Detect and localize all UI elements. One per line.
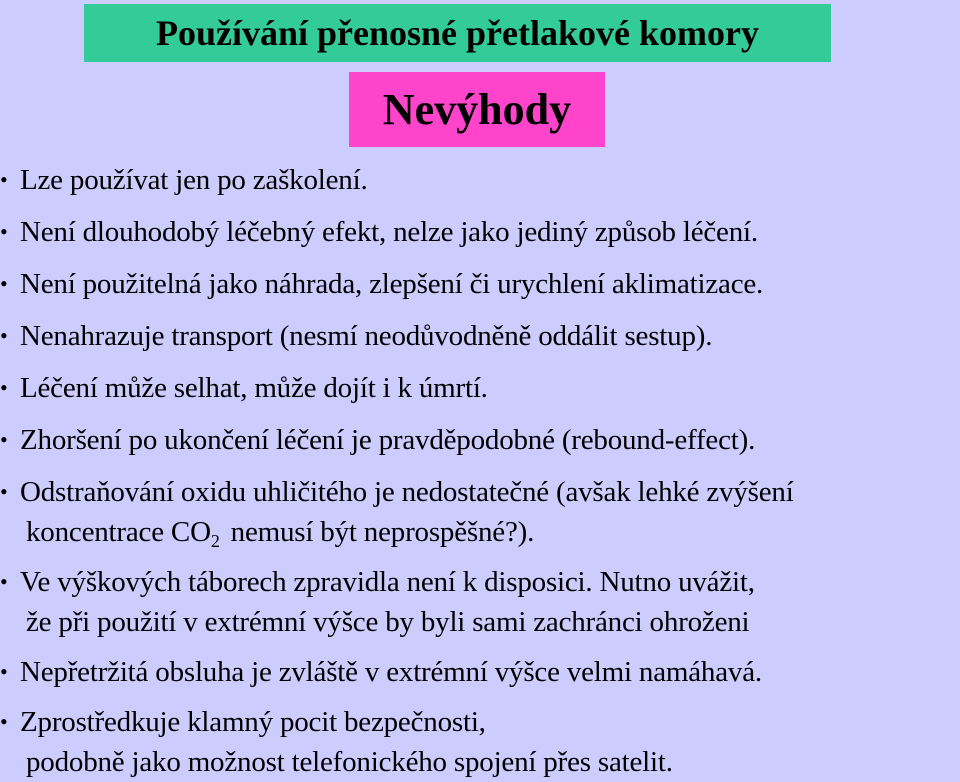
list-item-text: Nepřetržitá obsluha je zvláště v extrémní výšce velmi namáhavá. [20, 656, 762, 688]
bullet-list [0, 160, 960, 782]
bullet-icon: • [0, 709, 8, 734]
bullet-icon: • [0, 271, 8, 296]
list-item [0, 652, 960, 692]
list-item [0, 264, 960, 304]
subscript: 2 [210, 531, 220, 551]
list-item [0, 160, 960, 200]
list-item-continuation: koncentrace $CO_2$ nemusí být neprospěšné?). [26, 516, 535, 551]
bullet-icon: • [0, 219, 8, 244]
bullet-icon: • [0, 375, 8, 400]
bullet-icon: • [0, 167, 8, 192]
list-item [0, 472, 960, 552]
bullet-icon: • [0, 659, 8, 684]
section-heading: Nevýhody [349, 72, 605, 147]
list-item-text: Nenahrazuje transport (nesmí neodůvodněně oddálit sestup). [20, 320, 713, 352]
list-item-text: Zhoršení po ukončení léčení je pravděpodobné (rebound-effect). [20, 424, 756, 456]
list-item [0, 420, 960, 460]
list-item [0, 702, 960, 782]
bullet-icon: • [0, 569, 8, 594]
list-item [0, 562, 960, 642]
list-item-text: Zprostředkuje klamný pocit bezpečnosti, [20, 706, 486, 738]
bullet-icon: • [0, 323, 8, 348]
bullet-icon: • [0, 427, 8, 452]
list-item [0, 212, 960, 252]
list-item-text: Léčení může selhat, může dojít i k úmrtí. [20, 372, 488, 404]
list-item-text: Ve výškových táborech zpravidla není k disposici. Nutno uvážit, [20, 566, 755, 598]
slide-title: Používání přenosné přetlakové komory [84, 4, 831, 62]
list-item-text: Odstraňování oxidu uhličitého je nedostatečné (avšak lehké zvýšení [20, 476, 794, 508]
list-item-continuation: podobně jako možnost telefonického spojení přes satelit. [26, 746, 673, 778]
list-item [0, 368, 960, 408]
list-item-text: Není dlouhodobý léčebný efekt, nelze jako jediný způsob léčení. [20, 216, 758, 248]
list-item-text: Lze používat jen po zaškolení. [20, 164, 368, 196]
list-item-text: Není použitelná jako náhrada, zlepšení či urychlení aklimatizace. [20, 268, 764, 300]
list-item [0, 316, 960, 356]
bullet-icon: • [0, 479, 8, 504]
list-item-continuation: že při použití v extrémní výšce by byli sami zachránci ohroženi [26, 606, 750, 638]
